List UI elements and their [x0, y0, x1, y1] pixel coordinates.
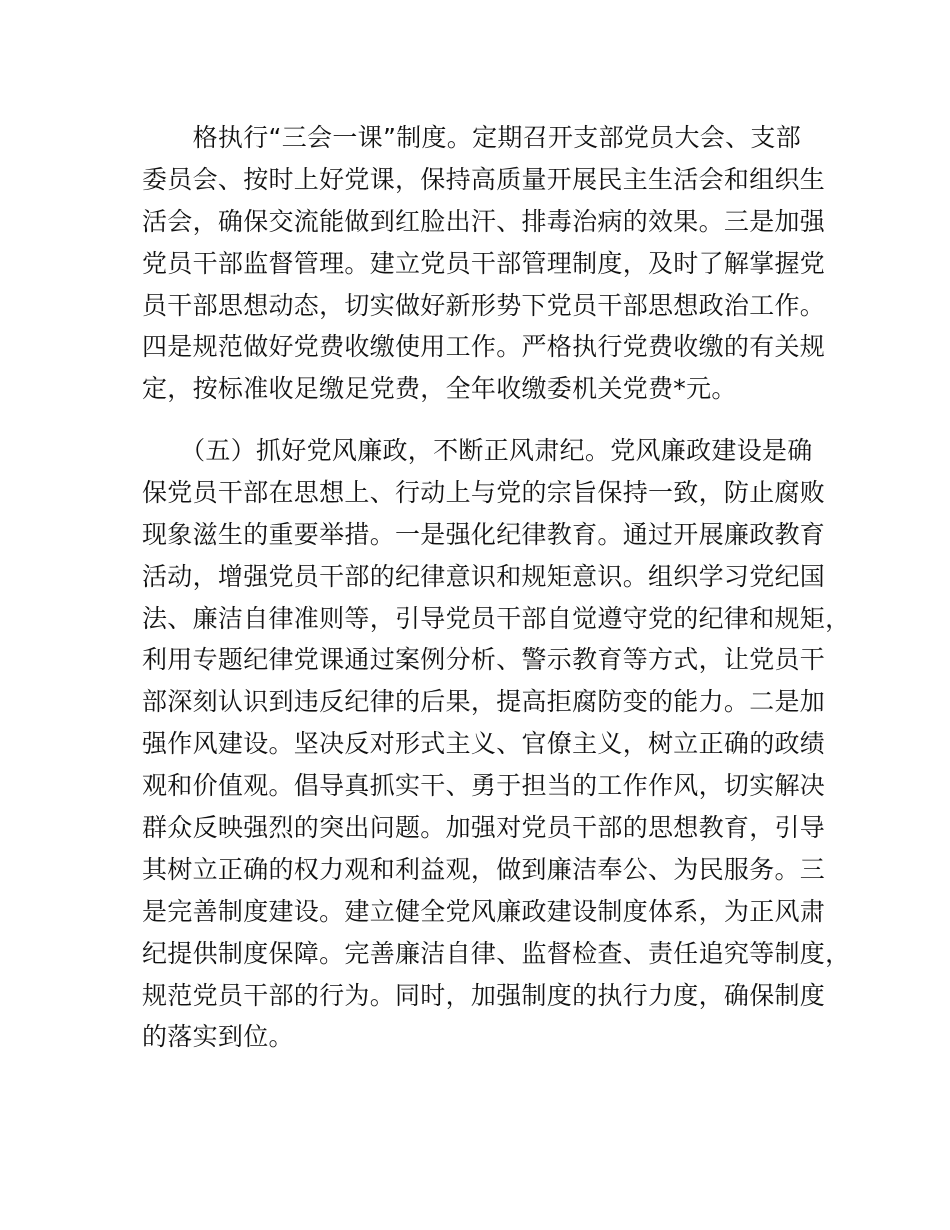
- text-line: 的落实到位。: [142, 1022, 294, 1052]
- text-line: 强作风建设。坚决反对形式主义、官僚主义，树立正确的政绩: [142, 729, 826, 759]
- text-line: 活会，确保交流能做到红脸出汗、排毒治病的效果。三是加强: [142, 206, 826, 236]
- text-line: 四是规范做好党费收缴使用工作。严格执行党费收缴的有关规: [142, 332, 826, 362]
- paragraph-party-organization: [142, 117, 842, 410]
- text-line: 规范党员干部的行为。同时，加强制度的执行力度，确保制度: [142, 980, 826, 1010]
- text-line: 观和价值观。倡导真抓实干、勇于担当的工作作风，切实解决: [142, 771, 826, 801]
- text-line: 利用专题纪律党课通过案例分析、警示教育等方式，让党员干: [142, 645, 826, 675]
- text-line: 现象滋生的重要举措。一是强化纪律教育。通过开展廉政教育: [142, 519, 826, 549]
- text-line: （五）抓好党风廉政，不断正风肃纪。党风廉政建设是确: [142, 436, 813, 465]
- text-line: 保党员干部在思想上、行动上与党的宗旨保持一致，防止腐败: [142, 477, 826, 507]
- text-line: 员干部思想动态，切实做好新形势下党员干部思想政治工作。: [142, 290, 826, 320]
- text-line: 纪提供制度保障。完善廉洁自律、监督检查、责任追究等制度，: [142, 938, 851, 968]
- text-line: 党员干部监督管理。建立党员干部管理制度，及时了解掌握党: [142, 248, 826, 278]
- text-line: 是完善制度建设。建立健全党风廉政建设制度体系，为正风肃: [142, 896, 826, 926]
- text-line: 委员会、按时上好党课，保持高质量开展民主生活会和组织生: [142, 164, 826, 194]
- paragraph-integrity-discipline: [142, 430, 851, 1058]
- text-line: 其树立正确的权力观和利益观，做到廉洁奉公、为民服务。三: [142, 854, 826, 884]
- text-line: 法、廉洁自律准则等，引导党员干部自觉遵守党的纪律和规矩，: [142, 603, 851, 633]
- text-line: 部深刻认识到违反纪律的后果，提高拒腐防变的能力。二是加: [142, 687, 826, 717]
- text-line: 群众反映强烈的突出问题。加强对党员干部的思想教育，引导: [142, 813, 826, 843]
- text-line: 格执行“三会一课”制度。定期召开支部党员大会、支部: [142, 123, 802, 152]
- text-line: 定，按标准收足缴足党费，全年收缴委机关党费*元。: [142, 374, 737, 404]
- text-line: 活动，增强党员干部的纪律意识和规矩意识。组织学习党纪国: [142, 561, 826, 591]
